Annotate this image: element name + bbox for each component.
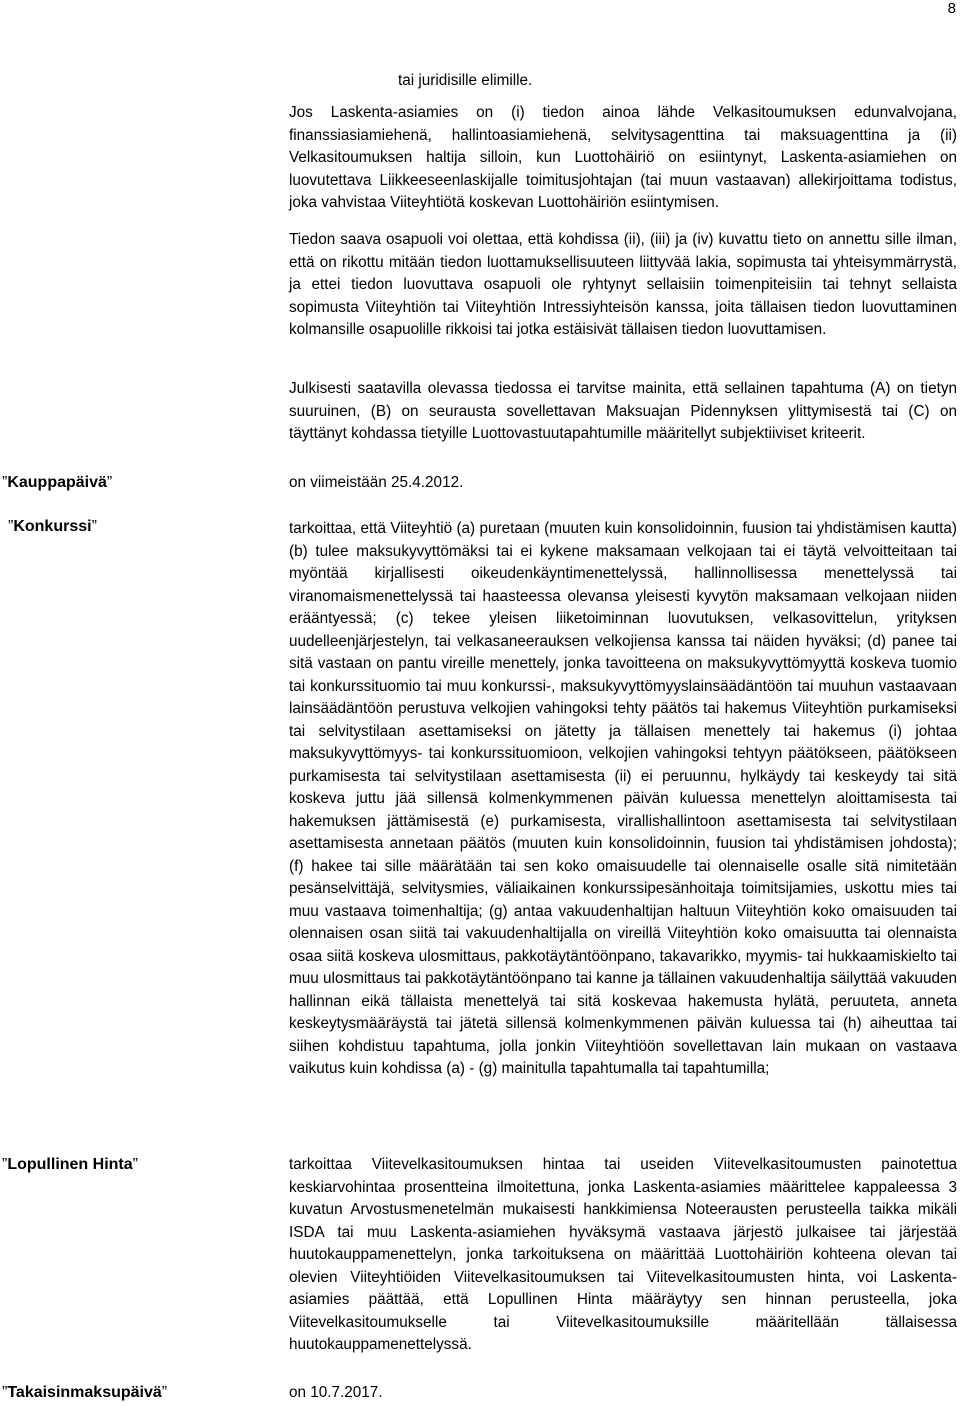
definition-text-takaisinmaksupaiva: on 10.7.2017. <box>289 1384 383 1401</box>
preamble-line: tai juridisille elimille. <box>398 72 533 89</box>
page-number: 8 <box>947 0 956 17</box>
definition-text-lopullinen-hinta: tarkoittaa Viitevelkasitoumuksen hintaa tai useiden Viitevelkasitoumusten painotettua keskiarvohintaa prosentteina ilmoitettuna, jonka Laskenta-asiamies määrittelee kappaleessa 3 kuvatun Arvostusmenetelmän mukaisesti hankkimiensa Noteerausten perusteella taikka mikäli ISDA tai muu Laskenta-asiamiehen hyväksymä vastaava järjestö julkaisee tai järjestää huutokauppamenettelyn, jonka tarkoituksena on määrittää Luottohäiriön kohteena olevan tai olevien Viiteyhtiöiden Viitevelkasitoumuksen tai Viitevelkasitoumusten hinta, voi Laskenta-asiamies päättää, että Lopullinen Hinta määräytyy sen hinnan perusteella, joka Viitevelkasitoumukselle tai Viitevelkasitoumuksille määritellään tällaisessa huutokauppamenettelyssä. <box>289 1156 957 1353</box>
definition-term-kauppapaiva <box>2 472 112 495</box>
preamble-paragraph-1: Jos Laskenta-asiamies on (i) tiedon ainoa lähde Velkasitoumuksen edunvalvojana, finanssiasiamiehenä, hallintoasiamiehenä, selvitysagenttina tai maksuagenttina ja (ii) Velkasitoumuksen haltija silloin, kun Luottohäiriö on esiintynyt, Laskenta-asiamiehen on luovutettava Liikkeeseenlaskijalle toimitusjohtajan (tai muun vastaavan) allekirjoittama todistus, joka vahvistaa Viiteyhtiötä koskevan Luottohäiriön esiintymisen. <box>289 104 957 211</box>
term-marker: ” <box>132 1156 138 1173</box>
term-marker: ” <box>106 474 113 491</box>
definition-text-kauppapaiva: on viimeistään 25.4.2012. <box>289 474 464 491</box>
preamble-paragraph-2: Tiedon saava osapuoli voi olettaa, että kohdissa (ii), (iii) ja (iv) kuvattu tieto on annettu sille ilman, että on rikottu mitään tiedon luottamuksellisuuteen liittyvää lakia, sopimusta tai yhteisymmärrystä, ja ettei tiedon luovuttava osapuoli ole ryhtynyt sellaisiin toimenpiteisiin tai tehnyt sellaista sopimusta Viiteyhtiön tai Viiteyhtiön Intressiyhteisön kanssa, joita tällaisen tiedon luovuttaminen kolmansille osapuolille rikkoisi tai jotka estäisivät tällaisen tiedon luovuttamisen. <box>289 231 957 338</box>
term-label: Takaisinmaksupäivä <box>7 1384 162 1401</box>
term-label: Lopullinen Hinta <box>7 1156 133 1173</box>
term-marker: ” <box>2 1384 8 1401</box>
term-marker: ” <box>2 1156 8 1173</box>
term-label: Kauppapäivä <box>7 474 107 491</box>
definition-term-konkurssi <box>8 516 97 539</box>
term-marker: ” <box>8 518 14 535</box>
definition-term-takaisinmaksupaiva <box>2 1382 167 1405</box>
definition-text-konkurssi: tarkoittaa, että Viiteyhtiö (a) puretaan (muuten kuin konsolidoinnin, fuusion tai yhdistämisen kautta) (b) tulee maksukyvyttömäksi tai ei kykene maksamaan velkojaan tai ei täytä velvoitteitaan tai myöntää kirjallisesti oikeudenkäyntimenettelyssä, hallinnollisessa menettelyssä tai viranomaismenettelyssä tai haasteessa olevansa yleisesti kyvytön maksamaan velkojaan niiden erääntyessä; (c) tekee yleisen liiketoiminnan luovutuksen, velkasovittelun, yrityksen uudelleenjärjestelyn, tai velkasaneerauksen velkojiensa kanssa tai näiden hyväksi; (d) panee tai sitä vastaan on pantu vireille menettely, jonka tavoitteena on maksukyvyttömyyttä koskeva tuomio tai konkurssituomio tai muu konkurssi-, maksukyvyttömyyslainsäädäntöön tai muuhun vastaavaan lainsäädäntöön perustuva velkojien vahingoksi tehty päätös tai hakemus Viiteyhtiön purkamiseksi tai selvitystilaan asettamiseksi on jätetty ja tällaisen menettely tai hakemus (i) johtaa maksukyvyttömyys- tai konkurssituomioon, velkojien vahingoksi tehtyyn päätökseen, päätökseen purkamisesta tai selvitystilaan asettamisesta (ii) ei peruunnu, hylkäydy tai keskeydy tai sitä koskeva juttu jää sillensä kolmenkymmenen päivän kuluessa menettelyn aloittamisesta tai hakemuksen jättämisestä (e) purkamisesta, virallishallintoon asettamisesta tai selvitystilaan asettamisesta annetaan päätös (muuten kuin konsolidoinnin, fuusion tai yhdistämisen johdosta); (f) hakee tai sille määrätään tai sen koko omaisuudelle tai olennaiselle osalle sitä nimitetään pesänselvittäjä, selvitysmies, väliaikainen konkurssipesänhoitaja toimitsijamies, uskottu mies tai muu vastaava toimenhaltija; (g) antaa vakuudenhaltijan haltuun Viiteyhtiön koko omaisuuden tai olennaisen osan siitä tai vakuudenhaltijalla on vireillä Viiteyhtiön koko omaisuutta tai olennaista osaa siitä koskeva ulosmittaus, pakkotäytäntöönpano, takavarikko, myymis- tai hukkaamiskielto tai muu ulosmittaus tai pakkotäytäntöönpano tai kanne ja tällainen vakuudenhaltija säilyttää vakuuden hallinnan eikä tällaista menettelyä tai sitä koskevaa hakemusta hylätä, peruuteta, anneta keskeytysmääräystä tai jätetä sillensä kolmenkymmenen päivän kuluessa tai (h) aiheuttaa tai siihen kohdistuu tapahtuma, jolla jonkin Viiteyhtiöön sovellettavan lain mukaan on vastaava vaikutus kuin kohdissa (a) - (g) mainitulla tapahtumalla tai tapahtumilla; <box>289 520 957 1077</box>
preamble-paragraph-3: Julkisesti saatavilla olevassa tiedossa ei tarvitse mainita, että sellainen tapahtuma (A) on tietyn suuruinen, (B) on seurausta sovellettavan Maksuajan Pidennyksen ylittymisestä tai (C) on täyttänyt kohdassa tietyille Luottovastuutapahtumille määritellyt subjektiiviset kriteerit. <box>289 380 957 442</box>
term-marker: ” <box>2 474 8 491</box>
term-marker: ” <box>91 518 97 535</box>
term-label: Konkurssi <box>13 518 92 535</box>
definition-term-lopullinen-hinta <box>2 1154 138 1177</box>
term-marker: ” <box>161 1384 168 1401</box>
